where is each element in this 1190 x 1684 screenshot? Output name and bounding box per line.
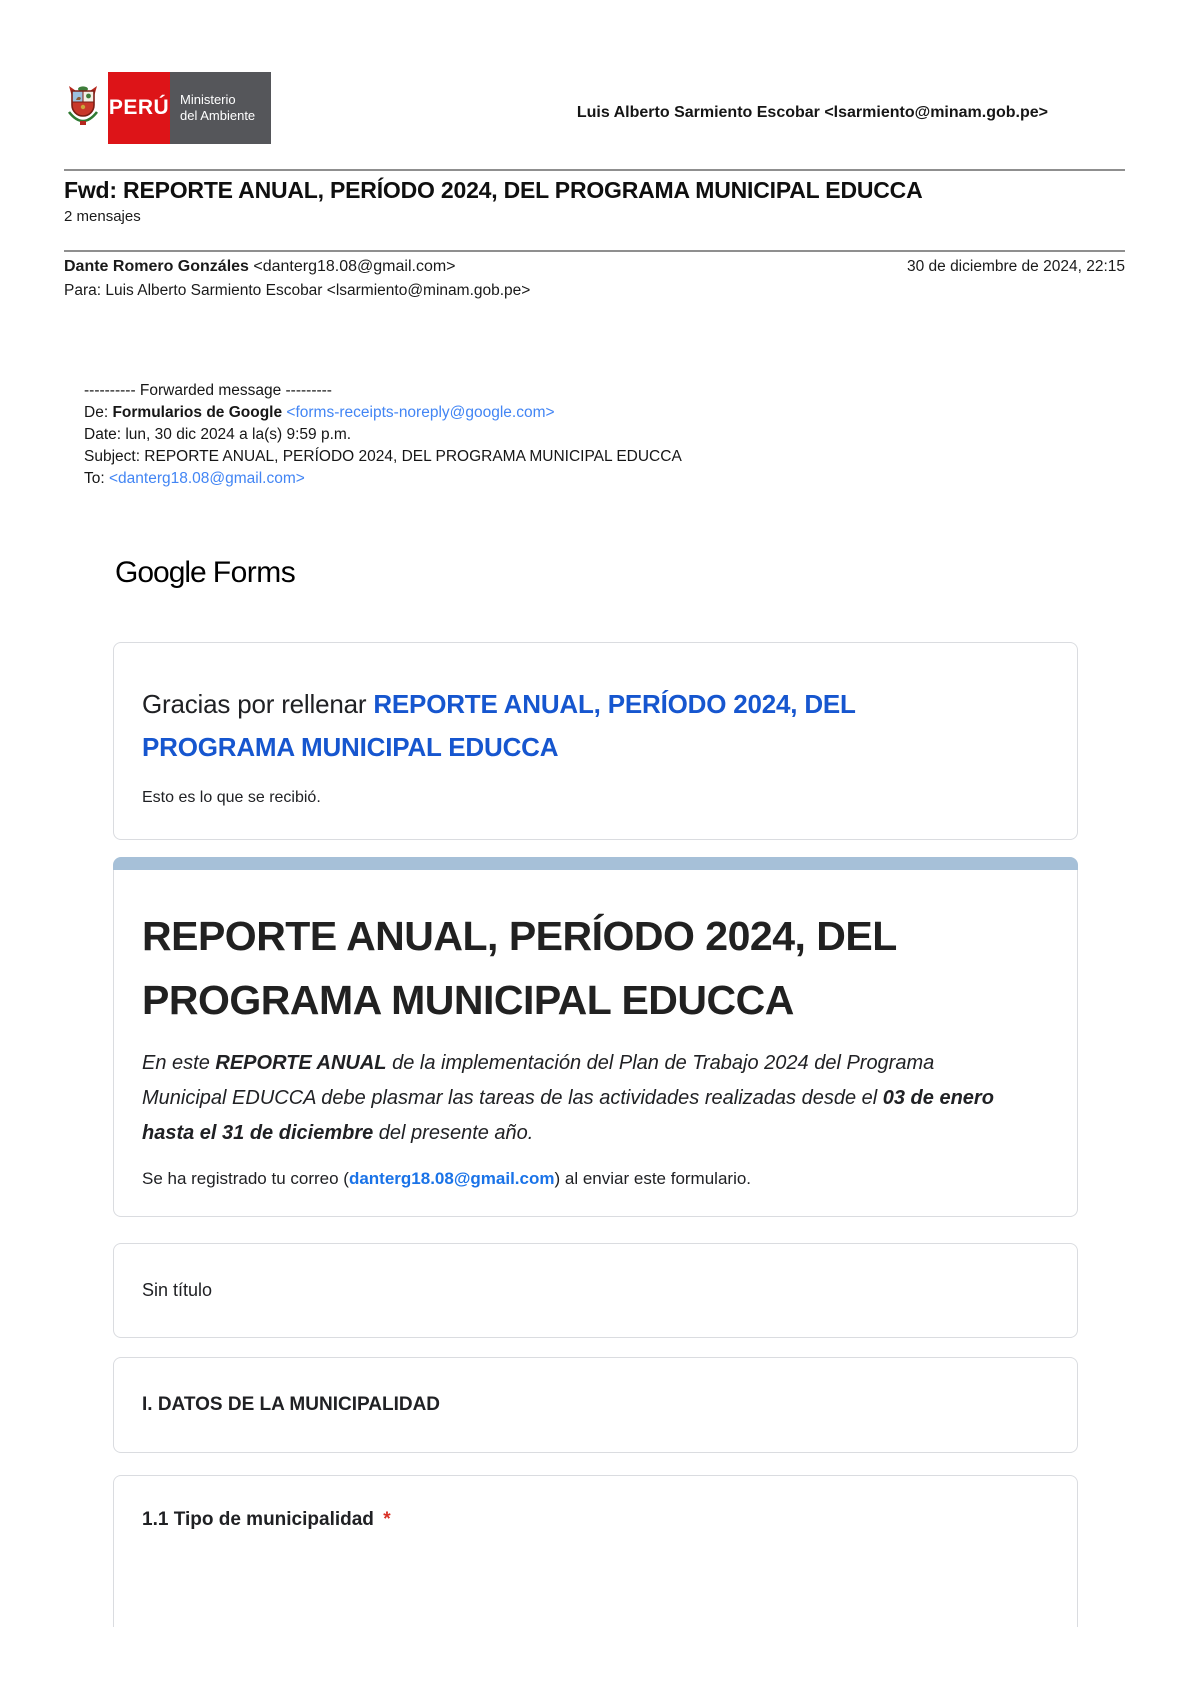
- received-note: Esto es lo que se recibió.: [142, 789, 321, 806]
- thanks-prefix: Gracias por rellenar: [142, 689, 374, 719]
- forwarded-from-email-link[interactable]: <forms-receipts-noreply@google.com>: [282, 404, 555, 421]
- form-response-card: [113, 857, 1078, 1217]
- recipient-line: Para: Luis Alberto Sarmiento Escobar <lsarmiento@minam.gob.pe>: [64, 282, 531, 299]
- forwarded-to-email-link[interactable]: <danterg18.08@gmail.com>: [108, 470, 305, 487]
- sender-info: [64, 258, 456, 276]
- thanks-card: [113, 642, 1078, 840]
- sender-row: [64, 258, 1125, 276]
- section-card-datos-municipalidad: [113, 1357, 1078, 1453]
- desc-seg1: En este: [142, 1052, 216, 1074]
- google-forms-logo: [115, 556, 295, 590]
- google-logo-text: Google: [115, 556, 206, 589]
- minam-logo: [57, 72, 271, 144]
- forwarded-to-label: To:: [84, 470, 109, 487]
- message-date: 30 de diciembre de 2024, 22:15: [906, 258, 1125, 275]
- forms-logo-text: Forms: [212, 556, 296, 589]
- form-title: REPORTE ANUAL, PERÍODO 2024, DEL PROGRAMA MUNICIPAL EDUCCA: [142, 913, 897, 1023]
- thread-subject: Fwd: REPORTE ANUAL, PERÍODO 2024, DEL PROGRAMA MUNICIPAL EDUCCA: [64, 177, 923, 203]
- sender-name: Dante Romero Gonzáles: [64, 258, 249, 275]
- section-card-untitled: [113, 1243, 1078, 1338]
- form-title-link[interactable]: REPORTE ANUAL, PERÍODO 2024, DEL PROGRAMA MUNICIPAL EDUCCA: [142, 689, 856, 762]
- form-email-note: [142, 1169, 1049, 1189]
- desc-seg2: de la implementación del Plan de Trabajo 2024 del Programa Municipal EDUCCA debe plasmar las tareas de las actividades realizadas desde el: [142, 1052, 935, 1109]
- form-header-bar: [113, 857, 1078, 870]
- form-description: [142, 1046, 1022, 1151]
- ministry-name: [170, 72, 271, 144]
- question-card-tipo-municipalidad: [113, 1475, 1078, 1627]
- question1-label: 1.1 Tipo de municipalidad: [142, 1509, 380, 1530]
- sender-email: <danterg18.08@gmail.com>: [248, 258, 456, 275]
- note-seg2: ) al enviar este formulario.: [554, 1169, 752, 1188]
- section1-title: I. DATOS DE LA MUNICIPALIDAD: [142, 1394, 441, 1415]
- form-card-body: [113, 870, 1078, 1217]
- forwarded-from-name: Formularios de Google: [112, 404, 283, 421]
- forwarded-from-label: De:: [84, 404, 113, 421]
- peru-wordmark: PERÚ: [108, 72, 170, 144]
- desc-seg3: del presente año.: [373, 1122, 534, 1144]
- untitled-section-label: Sin título: [142, 1280, 213, 1300]
- required-asterisk: *: [383, 1509, 391, 1530]
- desc-bold1: REPORTE ANUAL: [215, 1052, 387, 1074]
- forwarded-date-line: Date: lun, 30 dic 2024 a la(s) 9:59 p.m.: [84, 426, 352, 443]
- forwarded-from-line: [84, 402, 682, 424]
- thanks-heading: [142, 683, 1002, 769]
- header-divider-bottom: [64, 250, 1125, 252]
- account-email: Luis Alberto Sarmiento Escobar <lsarmiento@minam.gob.pe>: [576, 104, 1048, 121]
- desc-bold2: 03 de enero hasta el 31 de diciembre: [142, 1087, 994, 1144]
- peru-coat-of-arms-icon: [65, 84, 101, 132]
- message-count: 2 mensajes: [64, 208, 141, 225]
- peru-coat-of-arms: [57, 72, 108, 144]
- forwarded-to-line: [84, 468, 682, 490]
- forwarded-divider: ---------- Forwarded message ---------: [84, 382, 332, 399]
- forwarded-subject-line: Subject: REPORTE ANUAL, PERÍODO 2024, DEL PROGRAMA MUNICIPAL EDUCCA: [84, 448, 682, 465]
- note-seg1: Se ha registrado tu correo (: [142, 1169, 349, 1188]
- forwarded-block: [84, 380, 682, 490]
- registered-email-link[interactable]: danterg18.08@gmail.com: [348, 1169, 555, 1188]
- ministry-line2: del Ambiente: [180, 108, 256, 123]
- ministry-line1: Ministerio: [180, 92, 236, 107]
- header-divider-top: [64, 169, 1125, 171]
